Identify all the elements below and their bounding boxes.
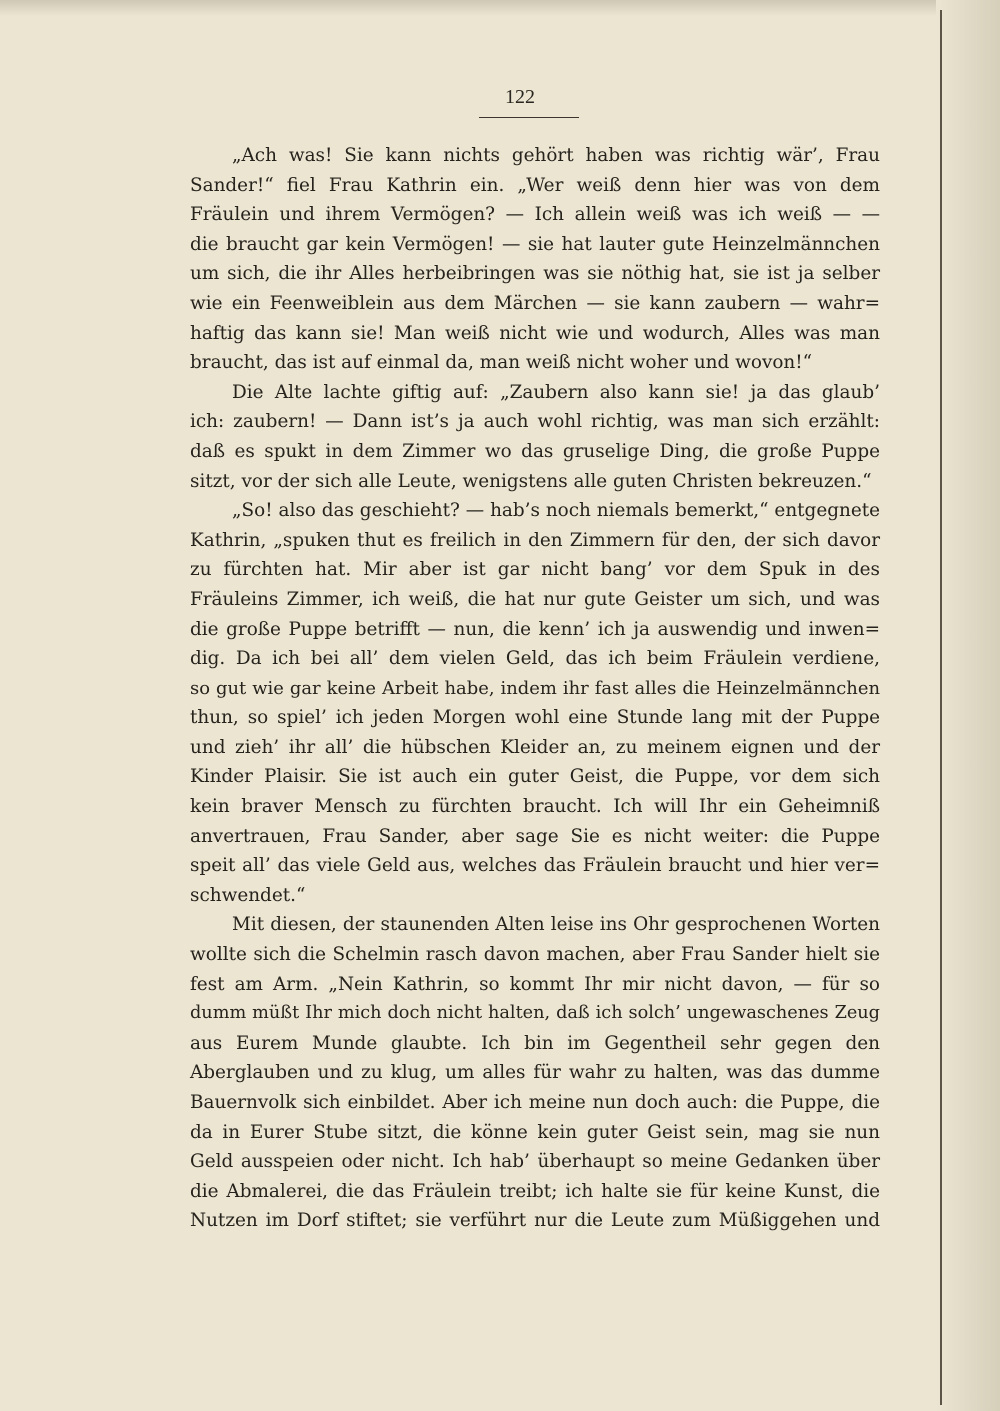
text-line: die große Puppe betrifft — nun, die kenn’ ich ja auswendig und inwen=: [190, 618, 880, 640]
text-line: und zieh’ ihr all’ die hübschen Kleider an, zu meinem eignen und der: [190, 736, 880, 758]
header-rule: [479, 117, 579, 118]
text-line: haftig das kann sie! Man weiß nicht wie und wodurch, Alles was man: [190, 322, 880, 344]
text-line: Kinder Plaisir. Sie ist auch ein guter Geist, die Puppe, vor dem sich: [190, 766, 880, 788]
text-line: so gut wie gar keine Arbeit habe, indem ihr fast alles die Heinzelmännchen: [190, 677, 880, 699]
text-line: aus Eurem Munde glaubte. Ich bin im Gegentheil sehr gegen den: [190, 1032, 880, 1054]
text-line: anvertrauen, Frau Sander, aber sage Sie es nicht weiter: die Puppe: [190, 825, 880, 847]
text-line: Geld ausspeien oder nicht. Ich hab’ überhaupt so meine Gedanken über: [190, 1151, 880, 1173]
text-line: speit all’ das viele Geld aus, welches das Fräulein braucht und hier ver=: [190, 855, 880, 877]
text-line: Nutzen im Dorf stiftet; sie verführt nur die Leute zum Müßiggehen und: [190, 1210, 880, 1232]
text-line: Kathrin, „spuken thut es freilich in den Zimmern für den, der sich davor: [190, 529, 880, 551]
text-line: „Ach was! Sie kann nichts gehört haben was richtig wär’, Frau: [232, 145, 880, 166]
text-line: um sich, die ihr Alles herbeibringen was sie nöthig hat, sie ist ja selber: [190, 263, 880, 285]
body-text: [190, 141, 880, 1236]
text-line: Die Alte lachte giftig auf: „Zaubern also kann sie! ja das glaub’: [232, 381, 880, 403]
text-line: daß es spukt in dem Zimmer wo das gruselige Ding, die große Puppe: [190, 440, 880, 462]
text-line: Aberglauben und zu klug, um alles für wahr zu halten, was das dumme: [190, 1062, 880, 1084]
text-line: sitzt, vor der sich alle Leute, wenigstens alle guten Christen bekreuzen.“: [190, 470, 872, 492]
text-line: dig. Da ich bei all’ dem vielen Geld, das ich beim Fräulein verdiene,: [190, 648, 880, 670]
text-line: dumm müßt Ihr mich doch nicht halten, daß ich solch’ ungewaschenes Zeug: [190, 1003, 880, 1024]
page-top-shadow: [0, 0, 1000, 16]
text-line: „So! also das geschieht? — hab’s noch niemals bemerkt,“ entgegnete: [232, 500, 880, 522]
text-line: Fräuleins Zimmer, ich weiß, die hat nur gute Geister um sich, und was: [190, 588, 880, 610]
text-line: ich: zaubern! — Dann ist’s ja auch wohl richtig, was man sich erzählt:: [190, 411, 880, 433]
text-line: thun, so spiel’ ich jeden Morgen wohl eine Stunde lang mit der Puppe: [190, 707, 880, 729]
text-line: die braucht gar kein Vermögen! — sie hat lauter gute Heinzelmännchen: [190, 233, 880, 255]
text-line: wollte sich die Schelmin rasch davon machen, aber Frau Sander hielt sie: [190, 944, 880, 966]
text-line: zu fürchten hat. Mir aber ist gar nicht bang’ vor dem Spuk in des: [190, 559, 880, 581]
text-line: fest am Arm. „Nein Kathrin, so kommt Ihr mir nicht davon, — für so: [190, 973, 880, 995]
text-line: Mit diesen, der staunenden Alten leise ins Ohr gesprochenen Worten: [232, 914, 880, 936]
text-line: kein braver Mensch zu fürchten braucht. Ich will Ihr ein Geheimniß: [190, 796, 880, 818]
text-line: Fräulein und ihrem Vermögen? — Ich allein weiß was ich weiß — —: [190, 204, 880, 226]
page-edge-line: [940, 10, 942, 1405]
text-line: die Abmalerei, die das Fräulein treibt; ich halte sie für keine Kunst, die: [190, 1180, 880, 1202]
page-edge-shadow: [936, 0, 1000, 1411]
text-line: schwendet.“: [190, 884, 306, 906]
text-line: da in Eurer Stube sitzt, die könne kein guter Geist sein, mag sie nun: [190, 1121, 880, 1143]
page-number: 122: [505, 86, 535, 108]
text-line: Sander!“ fiel Frau Kathrin ein. „Wer weiß denn hier was von dem: [190, 174, 880, 196]
text-line: Bauernvolk sich einbildet. Aber ich meine nun doch auch: die Puppe, die: [190, 1092, 880, 1113]
text-line: braucht, das ist auf einmal da, man weiß nicht woher und wovon!“: [190, 352, 813, 374]
text-line: wie ein Feenweiblein aus dem Märchen — sie kann zaubern — wahr=: [190, 292, 880, 314]
